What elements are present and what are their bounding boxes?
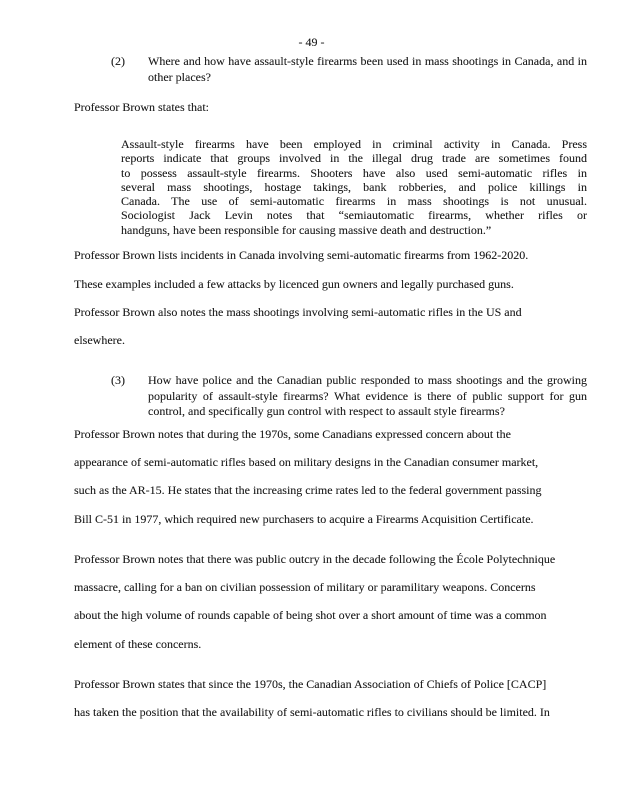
question-3-number: (3) [111, 373, 125, 387]
text-line: How have police and the Canadian public responded to mass shootings and the growing [148, 373, 587, 387]
text-line: Professor Brown notes that there was public outcry in the decade following the École Polytechnique [74, 552, 556, 566]
text-line: has taken the position that the availability of semi-automatic rifles to civilians should be limited. In [74, 705, 550, 720]
text-line: Professor Brown lists incidents in Canada involving semi-automatic firearms from 1962-2020. [74, 248, 529, 262]
paragraph-public-outcry [74, 545, 590, 658]
text-line: element of these concerns. [74, 636, 202, 651]
text-line: handguns, have been responsible for causing massive death and destruction.” [121, 222, 492, 237]
text-line: appearance of semi-automatic rifles based on military designs in the Canadian consumer market, [74, 455, 539, 470]
text-line: Professor Brown notes that during the 1970s, some Canadians expressed concern about the [74, 427, 511, 441]
text-line: reports indicate that groups involved in the illegal drug trade are sometimes found [121, 151, 587, 166]
text-line: Bill C-51 in 1977, which required new purchasers to acquire a Firearms Acquisition Certificate. [74, 511, 534, 526]
block-quote [121, 137, 587, 237]
text-line: massacre, calling for a ban on civilian possession of military or paramilitary weapons. Concerns [74, 580, 536, 595]
text-line: Canada. The use of semi-automatic firearms in mass shootings is not unusual. [121, 194, 587, 209]
text-line: Professor Brown states that since the 1970s, the Canadian Association of Chiefs of Police [CACP] [74, 677, 547, 691]
intro-paragraph: Professor Brown states that: [74, 100, 209, 114]
paragraph-licenced-owners [74, 270, 590, 298]
text-line: to possess assault-style firearms. Shooters have also used semi-automatic rifles in [121, 165, 587, 180]
text-line: such as the AR-15. He states that the increasing crime rates led to the federal government passing [74, 483, 542, 498]
question-2-text [148, 54, 587, 85]
paragraph-incidents-list [74, 241, 590, 269]
page-number: - 49 - [298, 35, 325, 49]
question-3-text [148, 373, 587, 420]
text-line: Assault-style firearms have been employed in criminal activity in Canada. Press [121, 137, 587, 151]
text-line: Sociologist Jack Levin notes that “semiautomatic firearms, whether rifles or [121, 208, 587, 223]
paragraph-1970s-concern [74, 420, 590, 533]
text-line: Where and how have assault-style firearms been used in mass shootings in Canada, and in [148, 54, 587, 68]
text-line: other places? [148, 69, 211, 84]
question-2-number: (2) [111, 54, 125, 68]
text-line: elsewhere. [74, 333, 125, 348]
text-line: popularity of assault-style firearms? What evidence is there of public support for gun [148, 388, 587, 403]
text-line: control, and specifically gun control with respect to assault style firearms? [148, 404, 505, 418]
text-line: several mass shootings, hostage takings, bank robberies, and police killings in [121, 179, 587, 194]
text-line: Professor Brown also notes the mass shootings involving semi-automatic rifles in the US and [74, 305, 522, 319]
paragraph-cacp-position [74, 670, 590, 726]
paragraph-us-shootings [74, 298, 590, 354]
text-line: about the high volume of rounds capable of being shot over a short amount of time was a common [74, 608, 547, 623]
text-line: These examples included a few attacks by licenced gun owners and legally purchased guns. [74, 277, 514, 291]
